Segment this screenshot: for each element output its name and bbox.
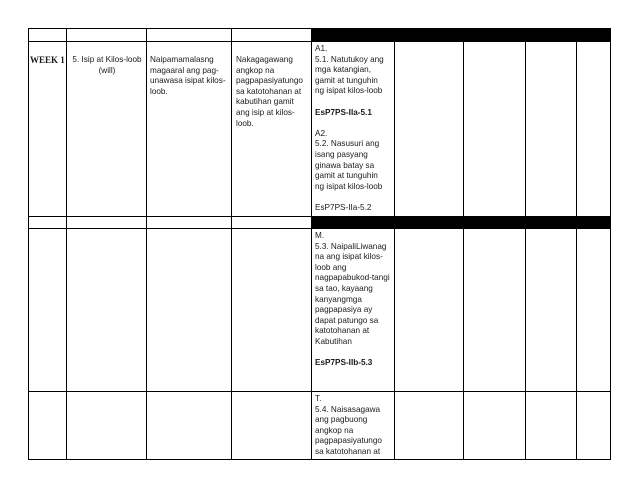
- header-bottom-line: [28, 41, 611, 42]
- competency-m-label: M.: [315, 231, 325, 240]
- row2-bottom-line: [28, 391, 611, 392]
- competency-a1-text: 5.1. Natutukoy ang mga katangian, gamit at tunguhin ng isipat kilos-loob: [315, 54, 384, 96]
- content-topic: 5. Isip at Kilos-loob (will): [72, 55, 142, 75]
- competency-a2-label: A2.: [315, 128, 328, 138]
- competency-block-a: [315, 44, 395, 214]
- header-shaded-band: [311, 28, 611, 41]
- competency-t-label: T.: [315, 394, 322, 403]
- col-divider-1: [66, 28, 67, 460]
- competency-block-m: [315, 231, 395, 369]
- competency-a1-code: EsP7PS-IIa-5.1: [315, 107, 372, 117]
- col-divider-7: [525, 28, 526, 460]
- competency-a1-label: A1.: [315, 44, 328, 53]
- competency-t-text: 5.4. Naisasagawa ang pagbuong angkop na pagpapasiyatungo sa katotohanan at: [315, 404, 382, 456]
- competency-m-code: EsP7PS-IIb-5.3: [315, 358, 373, 368]
- competency-block-t: [315, 394, 395, 458]
- col-divider-2: [146, 28, 147, 460]
- competency-a2-code: EsP7PS-IIa-5.2: [315, 202, 372, 212]
- table-border-bottom: [28, 459, 611, 460]
- content-standard: Naipamamalasng magaaral ang pag- unawasa isipat kilos- loob.: [150, 55, 226, 96]
- performance-standard: Nakagagawang angkop na pagpapasiyatungo sa katotohanan at kabutihan gamit ang isip at kilos- loob.: [236, 55, 303, 128]
- competency-m-text: 5.3. NaipaliLiwanag na ang isipat kilos- loob ang nagpapabukod-tangi sa tao, kayaang kanyangmga pagpapasiya ay dapat patungo sa katotohanan at Kabutihan: [315, 241, 390, 346]
- table-border-left: [28, 28, 29, 460]
- week-label: WEEK 1: [30, 55, 65, 65]
- col-divider-8: [576, 28, 577, 460]
- competency-a2-text: 5.2. Nasusuri ang isang pasyang ginawa batay sa gamit at tunguhin ng isipat kilos-loob: [315, 139, 383, 191]
- row2-shaded-band: [311, 216, 611, 229]
- table-border-right: [610, 28, 611, 460]
- col-divider-6: [463, 28, 464, 460]
